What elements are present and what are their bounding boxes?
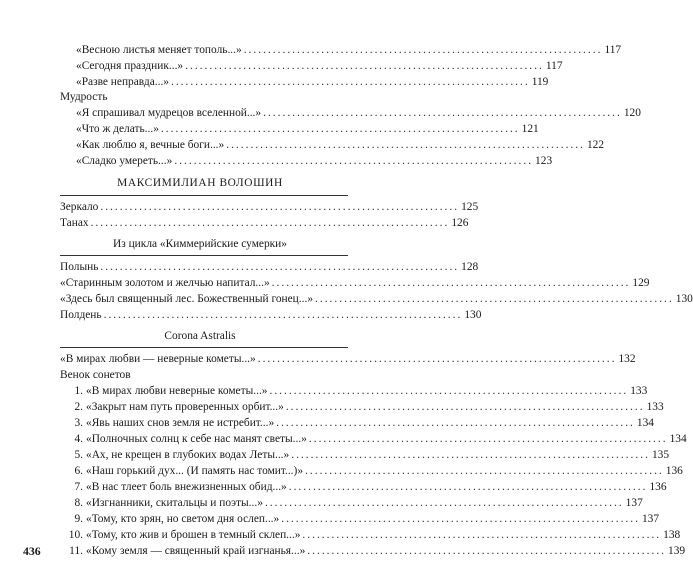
toc-entry	[60, 275, 650, 291]
author-heading: МАКСИМИЛИАН ВОЛОШИН	[117, 177, 283, 189]
subheading-mudrost: Мудрость	[60, 91, 108, 103]
toc-entry	[66, 399, 664, 415]
leader-dots: ..........................................................................	[174, 155, 534, 167]
entry-page: 136	[665, 465, 683, 477]
toc-entry	[76, 58, 563, 74]
divider	[60, 255, 348, 256]
entry-page: 119	[531, 76, 549, 88]
toc-entry	[66, 543, 686, 559]
entry-text: «Изгнанники, скитальцы и поэты...»	[86, 497, 263, 509]
entry-title	[66, 511, 279, 527]
leader-dots: ..........................................................................	[269, 385, 629, 397]
divider	[60, 195, 348, 196]
entry-page: 133	[646, 401, 664, 413]
entry-text: «Ах, не крещен в глубоких водах Леты...»	[86, 449, 290, 461]
entry-title	[66, 447, 289, 463]
entry-title	[66, 415, 274, 431]
toc-entry	[60, 259, 479, 275]
toc-entry	[60, 199, 479, 215]
leader-dots: ..........................................................................	[263, 107, 622, 119]
leader-dots: ..........................................................................	[160, 123, 520, 135]
entry-text: «Полночных солнц к себе нас манят светы...»	[86, 433, 307, 445]
leader-dots: ..........................................................................	[103, 309, 463, 321]
entry-page: 130	[464, 309, 482, 321]
leader-dots: ..........................................................................	[315, 293, 674, 305]
toc-entry	[66, 431, 687, 447]
entry-title	[66, 383, 267, 399]
entry-number: 2.	[74, 401, 83, 413]
entry-title	[66, 463, 303, 479]
entry-page: 134	[669, 433, 687, 445]
entry-page: 117	[604, 44, 622, 56]
entry-page: 122	[586, 139, 605, 151]
entry-page: 134	[636, 417, 654, 429]
cycle-heading: Из цикла «Киммерийские сумерки»	[113, 238, 287, 250]
leader-dots: ..........................................................................	[100, 261, 460, 273]
leader-dots: ..........................................................................	[308, 433, 668, 445]
leader-dots: ..........................................................................	[291, 449, 650, 461]
entry-title: «Сладко умереть...»	[76, 155, 173, 167]
entry-text: «Закрыт нам путь проверенных орбит...»	[86, 401, 284, 413]
entry-page: 121	[521, 123, 539, 135]
entry-number: 4.	[74, 433, 83, 445]
entry-number: 8.	[74, 497, 83, 509]
toc-entry	[66, 463, 683, 479]
entry-title: «Старинным золотом и желчью напитал...»	[60, 277, 270, 289]
leader-dots: ..........................................................................	[302, 529, 662, 541]
entry-page: 123	[535, 155, 553, 167]
entry-title: «В мирах любви — неверные кометы...»	[60, 353, 256, 365]
entry-title	[66, 431, 307, 447]
entry-text: «Наш горький дух... (И память нас томит...)»	[86, 465, 304, 477]
subheading-venok: Венок сонетов	[60, 369, 131, 381]
entry-title: «Сегодня праздник...»	[76, 60, 184, 72]
entry-title: Полынь	[60, 261, 99, 273]
entry-page: 136	[649, 481, 667, 493]
entry-title	[66, 527, 300, 543]
entry-page: 128	[461, 261, 479, 273]
entry-page: 129	[632, 277, 650, 289]
leader-dots: ..........................................................................	[288, 481, 648, 493]
toc-entry	[76, 153, 553, 169]
page-number: 436	[23, 544, 41, 558]
entry-number: 3.	[74, 417, 83, 429]
entry-title	[66, 543, 305, 559]
entry-page: 138	[663, 529, 681, 541]
leader-dots: ..........................................................................	[307, 545, 667, 557]
entry-page: 120	[623, 107, 641, 119]
entry-title: «Весною листья меняет тополь...»	[76, 44, 242, 56]
entry-text: «В мирах любви неверные кометы...»	[86, 385, 268, 397]
entry-text: «Явь наших снов земля не истребит...»	[86, 417, 275, 429]
entry-title: Танах	[60, 217, 89, 229]
toc-entry	[76, 105, 641, 121]
toc-entry	[66, 495, 643, 511]
entry-page: 139	[668, 545, 686, 557]
entry-page: 135	[651, 449, 670, 461]
entry-page: 133	[630, 385, 648, 397]
entry-text: «В нас тлеет боль внежизненных обид...»	[86, 481, 287, 493]
toc-entry	[66, 415, 654, 431]
toc-entry	[60, 307, 482, 323]
entry-title: Полдень	[60, 309, 102, 321]
leader-dots: ..........................................................................	[264, 497, 624, 509]
entry-number: 10.	[68, 529, 83, 541]
toc-entry	[76, 121, 539, 137]
entry-page: 130	[675, 293, 693, 305]
entry-number: 1.	[74, 385, 83, 397]
toc-entry	[66, 479, 667, 495]
entry-page: 137	[625, 497, 643, 509]
entry-page: 125	[461, 201, 479, 213]
leader-dots: ..........................................................................	[90, 217, 450, 229]
toc-entry	[76, 137, 605, 153]
entry-title: «Что ж делать...»	[76, 123, 159, 135]
entry-title	[66, 479, 287, 495]
entry-number: 9.	[74, 513, 83, 525]
leader-dots: ..........................................................................	[243, 44, 603, 56]
leader-dots: ..........................................................................	[170, 76, 530, 88]
leader-dots: ..........................................................................	[305, 465, 664, 477]
entry-number: 6.	[74, 465, 83, 477]
entry-page: 126	[451, 217, 469, 229]
toc-entry	[60, 351, 636, 367]
entry-title: Зеркало	[60, 201, 99, 213]
toc-entry	[66, 383, 648, 399]
entry-page: 117	[545, 60, 563, 72]
entry-title: «Разве неправда...»	[76, 76, 169, 88]
toc-entry	[66, 511, 660, 527]
toc-entry	[76, 42, 622, 58]
entry-number: 7.	[74, 481, 83, 493]
toc-entry	[66, 527, 681, 543]
cycle-heading: Corona Astralis	[164, 330, 236, 342]
entry-title	[66, 399, 284, 415]
entry-title: «Здесь был священный лес. Божественный гонец...»	[60, 293, 314, 305]
leader-dots: ..........................................................................	[185, 60, 544, 72]
leader-dots: ..........................................................................	[226, 139, 585, 151]
entry-title: «Я спрашивал мудрецов вселенной...»	[76, 107, 262, 119]
entry-text: «Тому, кто зрян, но светом дня ослеп...»	[86, 513, 280, 525]
entry-text: «Кому земля — священный край изгнанья...»	[86, 545, 306, 557]
leader-dots: ..........................................................................	[281, 513, 640, 525]
entry-title	[66, 495, 263, 511]
leader-dots: ..........................................................................	[257, 353, 617, 365]
toc-entry	[66, 447, 670, 463]
leader-dots: ..........................................................................	[100, 201, 460, 213]
entry-number: 11.	[69, 545, 83, 557]
leader-dots: ..........................................................................	[271, 277, 631, 289]
entry-title: «Как люблю я, вечные боги...»	[76, 139, 225, 151]
divider	[60, 347, 348, 348]
entry-number: 5.	[74, 449, 83, 461]
entry-page: 132	[618, 353, 636, 365]
entry-text: «Тому, кто жив и брошен в темный склеп...»	[86, 529, 301, 541]
toc-entry	[60, 291, 693, 307]
toc-entry	[76, 74, 549, 90]
toc-entry	[60, 215, 469, 231]
entry-page: 137	[641, 513, 660, 525]
leader-dots: ..........................................................................	[285, 401, 645, 413]
leader-dots: ..........................................................................	[276, 417, 635, 429]
